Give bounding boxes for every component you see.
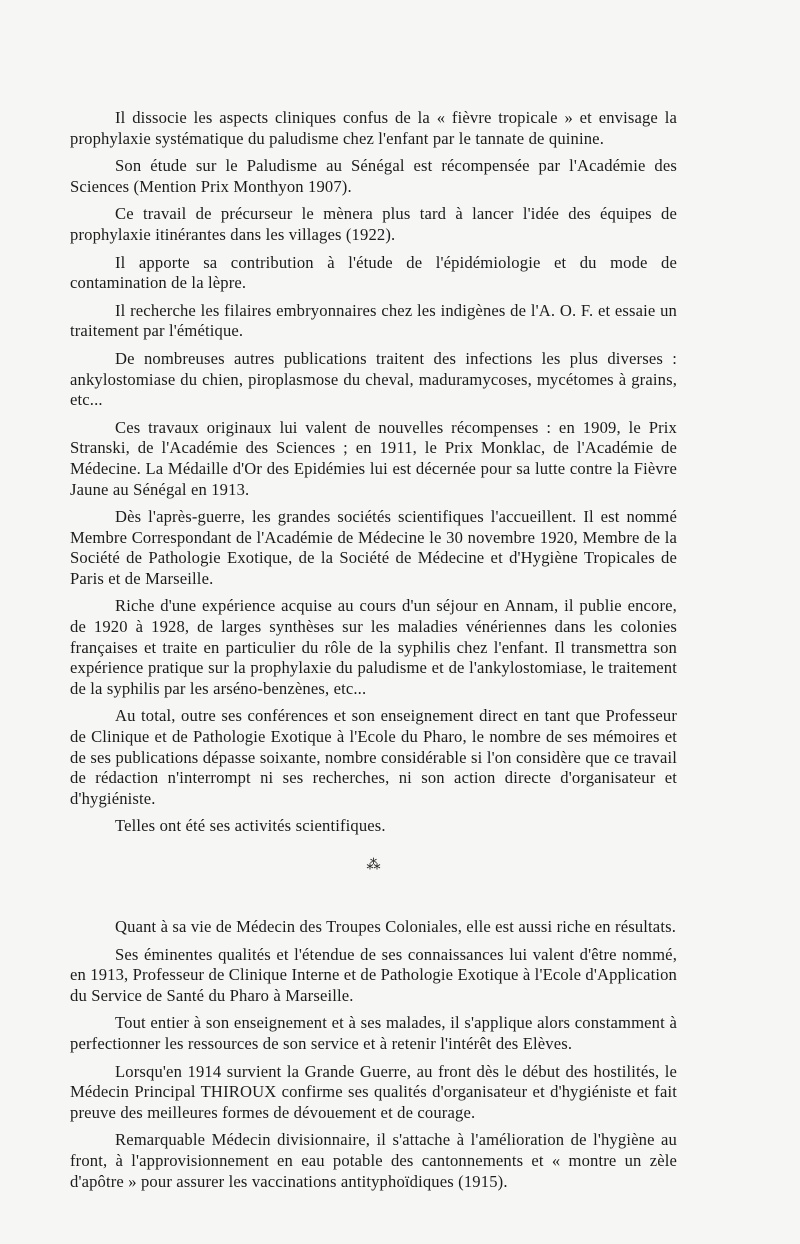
paragraph: Telles ont été ses activités scientifiques.	[115, 816, 386, 836]
paragraph: Son étude sur le Paludisme au Sénégal est récompensée par l'Académie des Sciences (Mention Prix Monthyon 1907).	[70, 156, 677, 196]
paragraph: Ses éminentes qualités et l'étendue de ses connaissances lui valent d'être nommé, en 1913, Professeur de Clinique Interne et de Pathologie Exotique à l'Ecole d'Application du Service de Santé du Pharo à Marseille.	[70, 944, 677, 1005]
paragraph: De nombreuses autres publications traitent des infections les plus diverses : ankylostomiase du chien, piroplasmose du cheval, maduramycoses, mycétomes à grains, etc...	[70, 348, 677, 410]
asterism-separator: ⁂	[366, 858, 381, 873]
paragraph: Riche d'une expérience acquise au cours d'un séjour en Annam, il publie encore, de 1920 à 1928, de larges synthèses sur les maladies vénériennes dans les colonies françaises et traite en particulier du rôle de la syphilis chez l'enfant. Il transmettra son expérience pratique sur la prophylaxie du paludisme et de l'ankylostomiase, le traitement de la syphilis par les arséno-benzènes, etc...	[70, 596, 677, 698]
paragraph: Quant à sa vie de Médecin des Troupes Coloniales, elle est aussi riche en résultats.	[115, 917, 676, 936]
paragraph: Il dissocie les aspects cliniques confus de la « fièvre tropicale » et envisage la prophylaxie systématique du paludisme chez l'enfant par le tannate de quinine.	[70, 108, 677, 148]
paragraph: Dès l'après-guerre, les grandes sociétés scientifiques l'accueillent. Il est nommé Membre Correspondant de l'Académie de Médecine le 30 novembre 1920, Membre de la Société de Pathologie Exotique, de la Société de Médecine et d'Hygiène Tropicales de Paris et de Marseille.	[70, 507, 677, 588]
paragraph: Tout entier à son enseignement et à ses malades, il s'applique alors constamment à perfectionner les ressources de son service et à retenir l'intérêt des Elèves.	[70, 1013, 677, 1053]
paragraph: Remarquable Médecin divisionnaire, il s'attache à l'amélioration de l'hygiène au front, à l'approvisionnement en eau potable des cantonnements et « montre un zèle d'apôtre » pour assurer les vaccinations antityphoïdiques (1915).	[70, 1130, 677, 1191]
paragraph: Il apporte sa contribution à l'étude de l'épidémiologie et du mode de contamination de la lèpre.	[70, 252, 677, 293]
paragraph: Lorsqu'en 1914 survient la Grande Guerre, au front dès le début des hostilités, le Médecin Principal THIROUX confirme ses qualités d'organisateur et d'hygiéniste et fait preuve des meilleures formes de dévouement et de courage.	[70, 1061, 677, 1122]
paragraph: Il recherche les filaires embryonnaires chez les indigènes de l'A. O. F. et essaie un traitement par l'émétique.	[70, 300, 677, 341]
paragraph: Au total, outre ses conférences et son enseignement direct en tant que Professeur de Clinique et de Pathologie Exotique à l'Ecole du Pharo, le nombre de ses mémoires et de ses publications dépasse soixante, nombre considérable si l'on considère que ce travail de rédaction n'interrompt ni ses recherches, ni son action directe d'organisateur et d'hygiéniste.	[70, 706, 677, 808]
paragraph: Ces travaux originaux lui valent de nouvelles récompenses : en 1909, le Prix Stranski, de l'Académie des Sciences ; en 1911, le Prix Monklac, de l'Académie de Médecine. La Médaille d'Or des Epidémies lui est décernée pour sa lutte contre la Fièvre Jaune au Sénégal en 1913.	[70, 417, 677, 499]
paragraph: Ce travail de précurseur le mènera plus tard à lancer l'idée des équipes de prophylaxie itinérantes dans les villages (1922).	[70, 204, 677, 244]
text-body	[70, 108, 677, 1199]
